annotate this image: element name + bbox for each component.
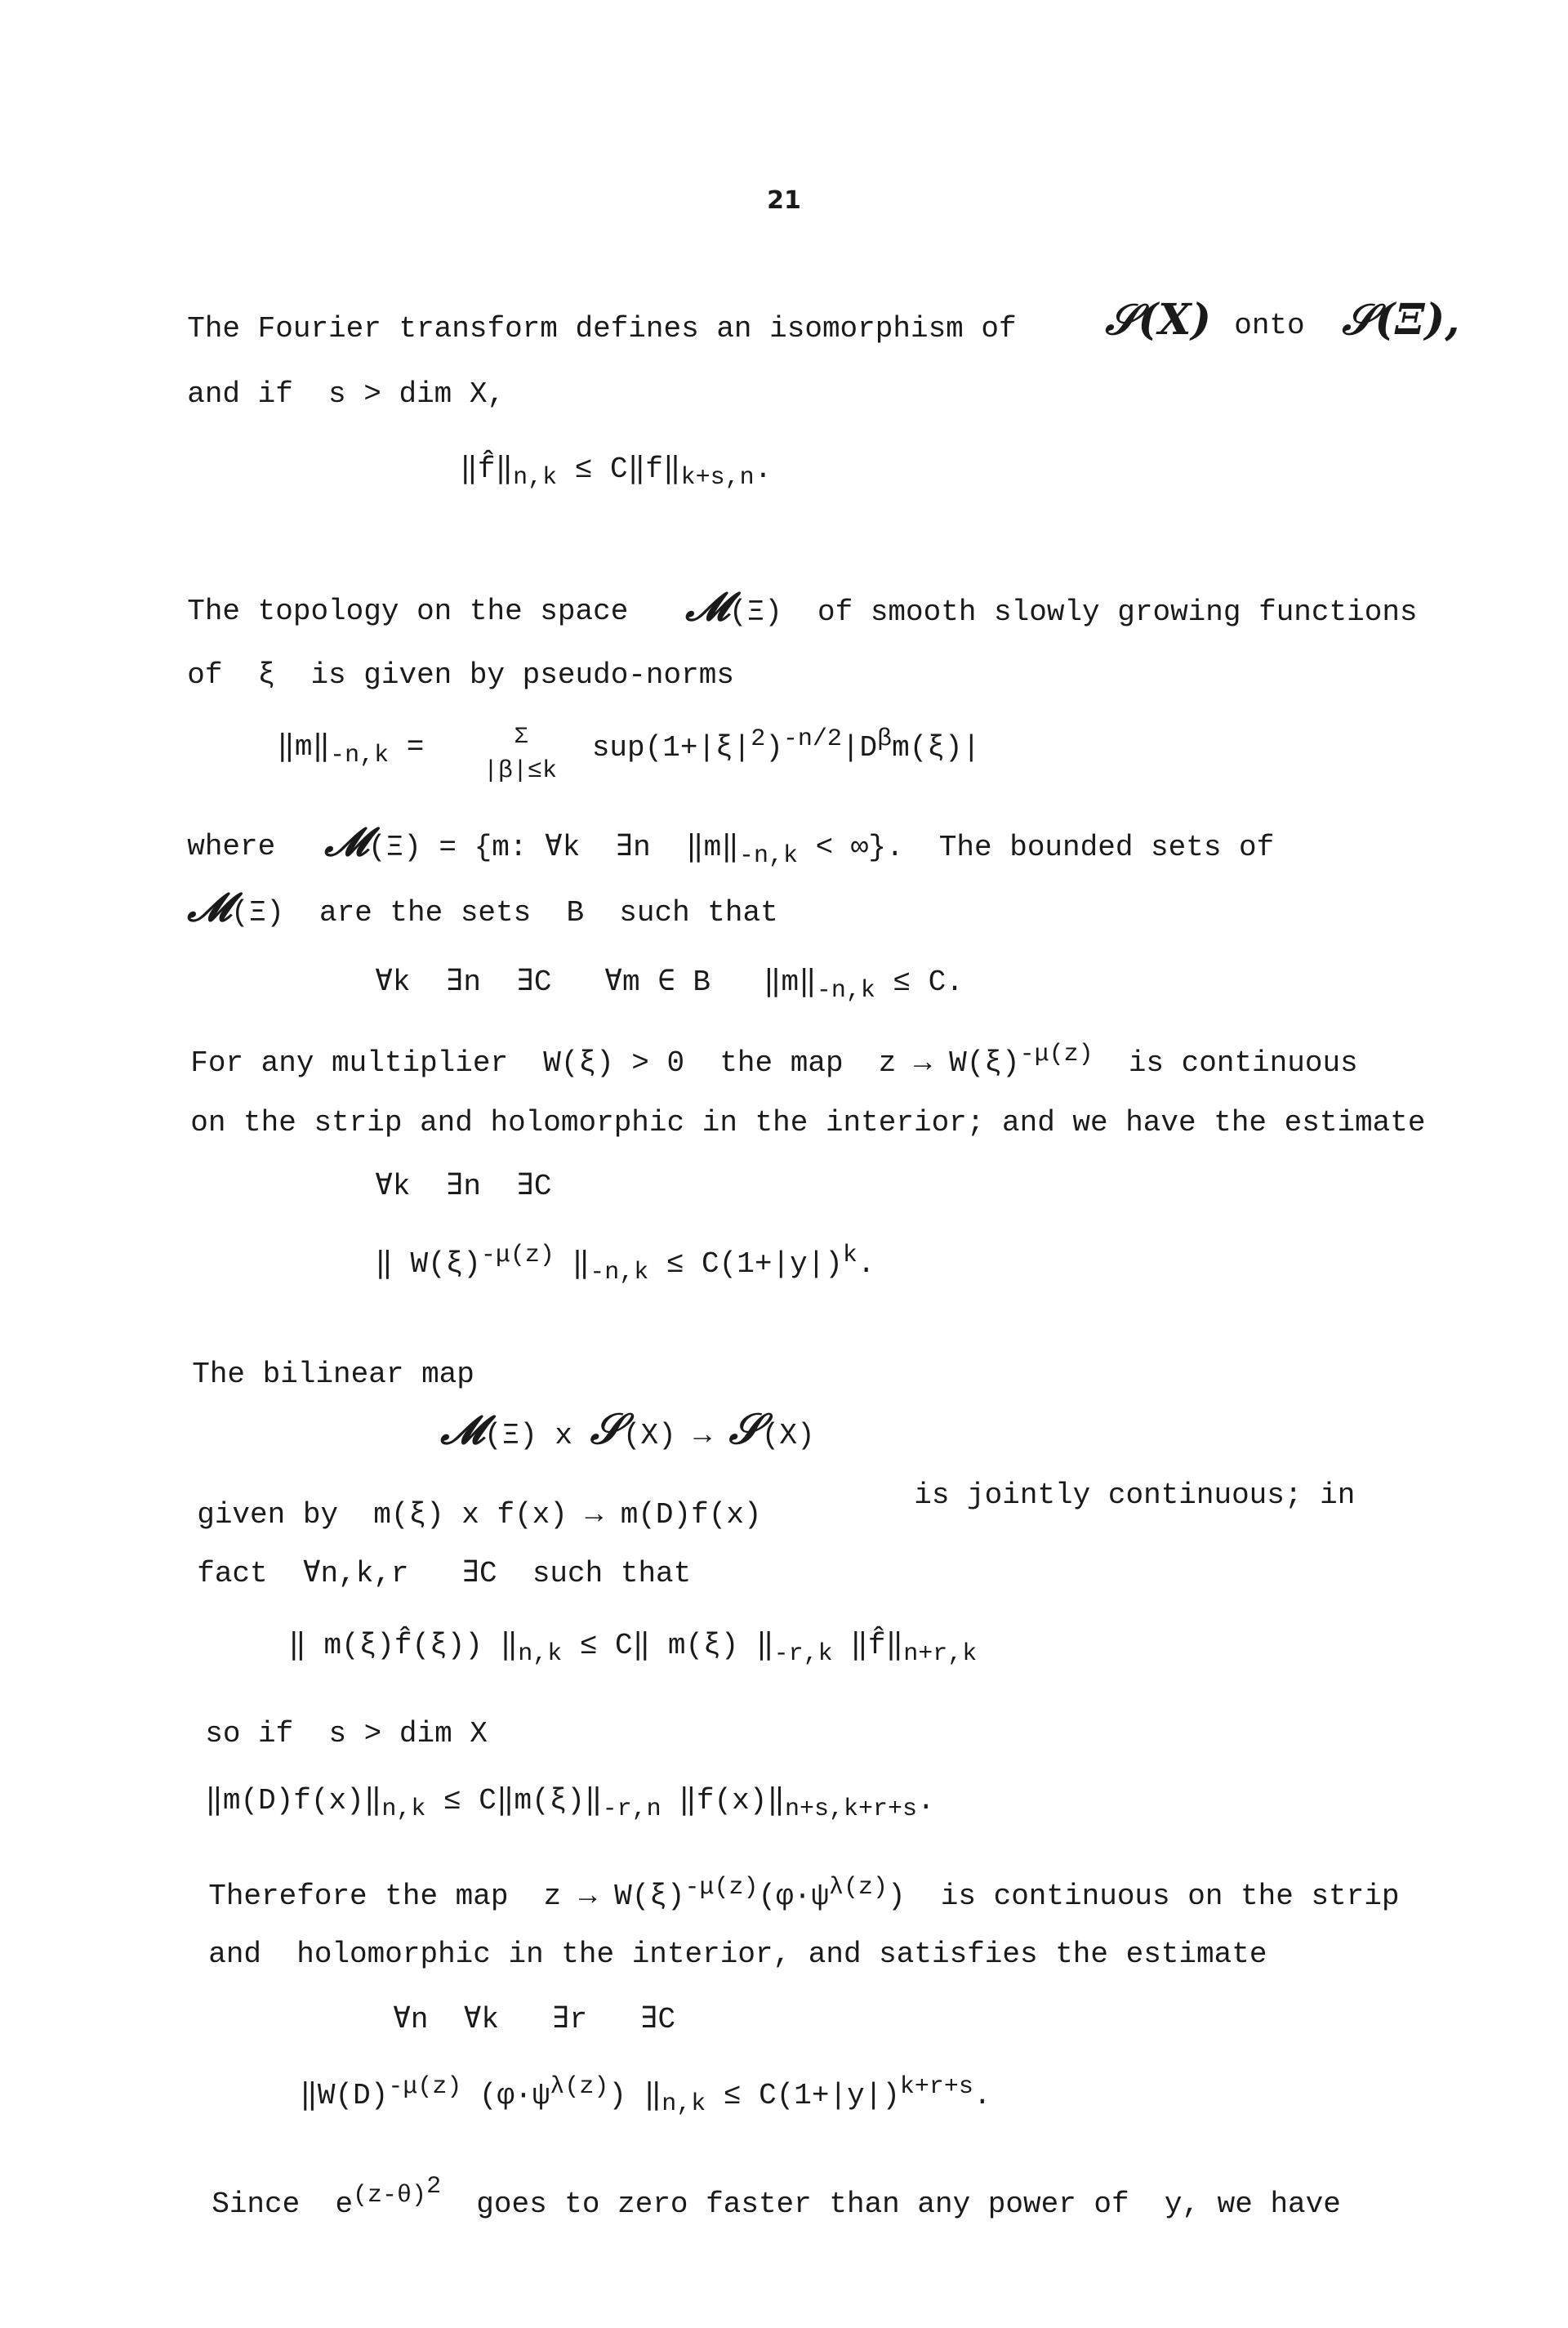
- eq-part: ≤ C(1+|y|): [648, 1247, 843, 1282]
- text-line: [650, 549, 1418, 631]
- eq-part: ‖m‖: [277, 730, 331, 765]
- text-span: (φ·ψ: [758, 1880, 829, 1914]
- eq-sub: -r,n: [602, 1795, 662, 1824]
- text-span: and holomorphic in the interior, and satisfies the estimate: [208, 1938, 1267, 1972]
- eq-sup: k: [842, 1242, 858, 1270]
- text-span: onto: [1234, 309, 1305, 343]
- equation-joint-continuity: [253, 1593, 977, 1669]
- eq-sup: β: [877, 725, 893, 754]
- equation-multiplier-operator: [170, 1748, 935, 1824]
- eq-part: .: [754, 453, 773, 487]
- text-line: [152, 559, 628, 629]
- eq-part: ‖m(D)f(x)‖: [205, 1784, 382, 1818]
- eq-sup: λ(z): [828, 1874, 888, 1902]
- eq-part: ‖f̂‖: [460, 453, 514, 487]
- multiplier-space-symbol: 𝓜: [187, 885, 231, 931]
- eq-part: ≤ C‖ m(ξ) ‖: [562, 1629, 774, 1663]
- eq-part: ‖: [554, 1247, 590, 1282]
- eq-sub: -n,k: [816, 977, 875, 1006]
- text-line: [152, 341, 505, 412]
- eq-part: (φ·ψ: [461, 2079, 550, 2113]
- text-span: where: [187, 830, 276, 864]
- eq-part: ≤ C‖f‖: [557, 453, 681, 487]
- eq-part: |β|≤k: [483, 757, 558, 785]
- text-span: and if s > dim X,: [187, 377, 506, 412]
- equation-pseudo-norm-body: [539, 689, 980, 765]
- schwartz-space-x: 𝒮(X): [1105, 295, 1212, 346]
- eq-sub: n,k: [381, 1795, 426, 1824]
- text-line: [152, 850, 778, 932]
- text-line: [162, 1521, 691, 1591]
- multiplier-space-symbol: 𝓜: [685, 584, 729, 631]
- text-span: (Ξ) = {m: ∀k ∃n ‖m‖: [368, 831, 739, 865]
- eq-part: ∀k ∃n ∃C: [375, 1170, 552, 1204]
- text-span: given by m(ξ) x f(x) → m(D)f(x): [197, 1498, 762, 1532]
- multiplier-space-symbol: 𝓜: [440, 1407, 484, 1454]
- equation-bounded-sets: [340, 930, 964, 1006]
- text-span: For any multiplier W(ξ) > 0 the map z → W(ξ): [190, 1046, 1020, 1081]
- text-line: [152, 622, 734, 693]
- quantifiers: [340, 1134, 551, 1204]
- eq-sub: n,k: [662, 2090, 706, 2119]
- multiplier-space-symbol: 𝓜: [324, 819, 368, 866]
- eq-part: ): [765, 731, 783, 765]
- equation-multiplier-estimate: [340, 1206, 875, 1287]
- eq-part: ) ‖: [608, 2079, 662, 2113]
- eq-part: ≤ C(1+|y|): [706, 2079, 900, 2113]
- eq-part: ‖W(D): [300, 2079, 389, 2113]
- schwartz-space-xi: 𝒮(Ξ),: [1342, 295, 1460, 346]
- eq-sup: (z-θ): [353, 2182, 427, 2210]
- eq-sup: -μ(z): [480, 1242, 555, 1270]
- eq-part: sup(1+|ξ|: [574, 731, 751, 765]
- text-span: of ξ is given by pseudo-norms: [187, 658, 734, 693]
- eq-part: ‖f̂‖: [832, 1629, 904, 1663]
- eq-sub: -r,k: [773, 1640, 833, 1669]
- eq-sup: -n/2: [782, 725, 842, 754]
- eq-part: |D: [841, 731, 878, 765]
- eq-part: ‖ m(ξ)f̂(ξ)) ‖: [288, 1629, 519, 1663]
- eq-sub: -n,k: [738, 842, 798, 871]
- eq-part: ≤ C.: [875, 966, 964, 1000]
- eq-sub: n,k: [518, 1640, 563, 1669]
- equation-fourier-estimate: [425, 417, 772, 493]
- text-line: [152, 276, 1017, 346]
- text-span: is continuous: [1093, 1046, 1358, 1081]
- math-symbol: [1307, 260, 1459, 346]
- text-span: Since e: [212, 2188, 354, 2222]
- text-span: The bilinear map: [192, 1358, 474, 1392]
- eq-part: (X) →: [622, 1419, 729, 1453]
- schwartz-space-symbol: 𝒮: [728, 1404, 762, 1455]
- eq-part: ‖ W(ξ): [375, 1247, 481, 1282]
- text-line: [879, 1443, 1355, 1513]
- eq-part: .: [973, 2079, 991, 2113]
- text-span: < ∞}. The bounded sets of: [797, 831, 1275, 865]
- eq-sup: -μ(z): [684, 1874, 759, 1902]
- eq-sub: -n,k: [330, 742, 390, 770]
- eq-sub: n+r,k: [903, 1640, 978, 1669]
- eq-sub: k+s,n: [680, 464, 755, 493]
- text-line: [173, 1902, 1267, 1972]
- eq-sup: -μ(z): [388, 2073, 462, 2102]
- eq-part: .: [917, 1784, 935, 1818]
- text-span: (Ξ) are the sets B such that: [230, 896, 778, 930]
- text-line: [1199, 273, 1305, 343]
- eq-sup: -μ(z): [1019, 1041, 1094, 1069]
- eq-part: (X): [761, 1419, 815, 1453]
- eq-part: .: [857, 1247, 875, 1282]
- text-span: (Ξ) of smooth slowly growing functions: [728, 595, 1418, 630]
- text-span: so if s > dim X: [205, 1717, 488, 1751]
- eq-part: ∀k ∃n ∃C ∀m ∈ B ‖m‖: [375, 966, 817, 1000]
- page-number: 21: [767, 186, 801, 215]
- text-line: [155, 1070, 1425, 1140]
- eq-sup: λ(z): [550, 2073, 609, 2102]
- eq-part: ‖f(x)‖: [661, 1784, 785, 1818]
- eq-part: (Ξ) x: [483, 1419, 590, 1453]
- schwartz-space-symbol: 𝒮: [590, 1404, 623, 1455]
- eq-sub: n,k: [513, 464, 558, 493]
- eq-sup: 2: [426, 2173, 442, 2201]
- text-span: ) is continuous on the strip: [887, 1880, 1400, 1914]
- eq-part: =: [389, 730, 442, 765]
- text-span: goes to zero faster than any power of y, we have: [441, 2188, 1341, 2222]
- eq-sub: n+s,k+r+s: [785, 1795, 918, 1824]
- quantifiers: [358, 1967, 675, 2037]
- eq-part: ≤ C‖m(ξ)‖: [425, 1784, 603, 1818]
- text-span: Therefore the map z → W(ξ): [208, 1880, 685, 1914]
- text-line: [170, 1681, 488, 1751]
- text-span: The Fourier transform defines an isomorphism of: [187, 312, 1017, 346]
- text-span: on the strip and holomorphic in the interior; and we have the estimate: [190, 1106, 1426, 1140]
- text-span: is jointly continuous; in: [914, 1478, 1356, 1513]
- eq-sub: -n,k: [590, 1259, 649, 1287]
- eq-part: m(ξ)|: [892, 731, 981, 765]
- math-symbol: [1070, 260, 1211, 346]
- equation-strip-estimate: [265, 2037, 991, 2119]
- equation-pseudo-norm: [242, 694, 442, 770]
- eq-part: Σ: [514, 724, 528, 750]
- text-line: [176, 2137, 1341, 2222]
- eq-sup: k+r+s: [899, 2073, 973, 2102]
- eq-sup: 2: [751, 725, 766, 754]
- text-span: The topology on the space: [187, 595, 629, 629]
- text-span: fact ∀n,k,r ∃C such that: [197, 1557, 692, 1591]
- eq-part: ∀n ∀k ∃r ∃C: [393, 2003, 676, 2037]
- equation-bilinear-map: [405, 1369, 815, 1456]
